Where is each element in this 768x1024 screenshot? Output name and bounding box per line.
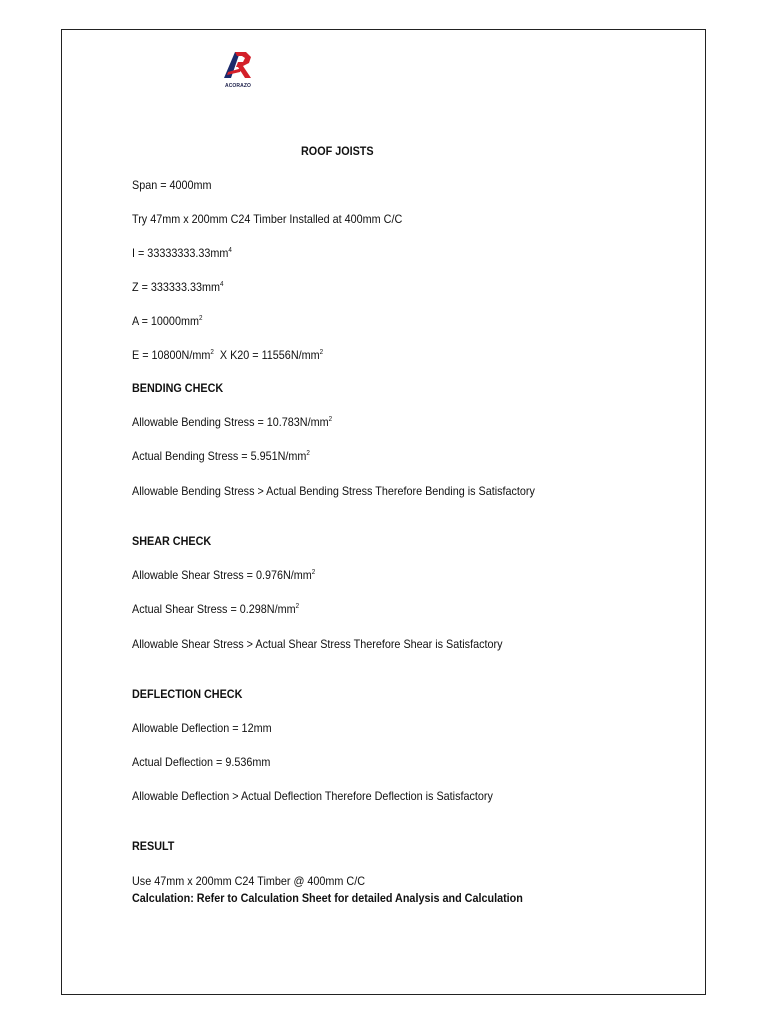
shear-heading: SHEAR CHECK xyxy=(132,534,212,548)
modulus-line xyxy=(132,348,323,362)
span-line: Span = 4000mm xyxy=(132,178,212,192)
section-modulus-line xyxy=(132,280,223,294)
shear-allowable-text: Allowable Shear Stress = 0.976N/mm xyxy=(132,568,312,582)
i-superscript: 4 xyxy=(228,247,232,254)
bending-allowable xyxy=(132,415,332,429)
result-calculation: Calculation: Refer to Calculation Sheet for detailed Analysis and Calculation xyxy=(132,891,523,905)
e-part1: E = 10800N/mm xyxy=(132,348,211,362)
shear-actual-text: Actual Shear Stress = 0.298N/mm xyxy=(132,602,296,616)
bending-actual-superscript: 2 xyxy=(306,450,310,457)
acorazo-logo-icon xyxy=(218,46,258,82)
bending-actual-text: Actual Bending Stress = 5.951N/mm xyxy=(132,449,307,463)
bending-allowable-superscript: 2 xyxy=(328,416,333,423)
a-value: A = 10000mm xyxy=(132,314,199,328)
shear-allowable-superscript: 2 xyxy=(311,569,316,576)
e-superscript-2: 2 xyxy=(319,349,324,356)
deflection-heading: DEFLECTION CHECK xyxy=(132,687,243,701)
a-superscript: 2 xyxy=(198,315,203,322)
second-moment-line xyxy=(132,246,232,260)
e-part2: X K20 = 11556N/mm xyxy=(213,348,320,362)
logo-text: ACORAZO xyxy=(225,83,251,89)
shear-actual xyxy=(132,602,299,616)
deflection-conclusion: Allowable Deflection > Actual Deflection Therefore Deflection is Satisfactory xyxy=(132,789,493,803)
z-superscript: 4 xyxy=(219,281,224,288)
result-use: Use 47mm x 200mm C24 Timber @ 400mm C/C xyxy=(132,874,366,888)
e-superscript-1: 2 xyxy=(210,349,214,356)
bending-heading: BENDING CHECK xyxy=(132,381,224,395)
bending-allowable-text: Allowable Bending Stress = 10.783N/mm xyxy=(132,415,329,429)
shear-actual-superscript: 2 xyxy=(295,603,300,610)
shear-conclusion: Allowable Shear Stress > Actual Shear Stress Therefore Shear is Satisfactory xyxy=(132,637,503,651)
deflection-allowable: Allowable Deflection = 12mm xyxy=(132,721,272,735)
shear-allowable xyxy=(132,568,315,582)
company-logo xyxy=(218,46,258,92)
try-line: Try 47mm x 200mm C24 Timber Installed at 400mm C/C xyxy=(132,212,403,226)
page-title: ROOF JOISTS xyxy=(301,144,374,158)
area-line xyxy=(132,314,202,328)
z-value: Z = 333333.33mm xyxy=(132,280,220,294)
deflection-actual: Actual Deflection = 9.536mm xyxy=(132,755,271,769)
i-value: I = 33333333.33mm xyxy=(132,246,229,260)
bending-conclusion: Allowable Bending Stress > Actual Bending Stress Therefore Bending is Satisfactory xyxy=(132,484,535,498)
bending-actual xyxy=(132,449,310,463)
result-heading: RESULT xyxy=(132,839,175,853)
